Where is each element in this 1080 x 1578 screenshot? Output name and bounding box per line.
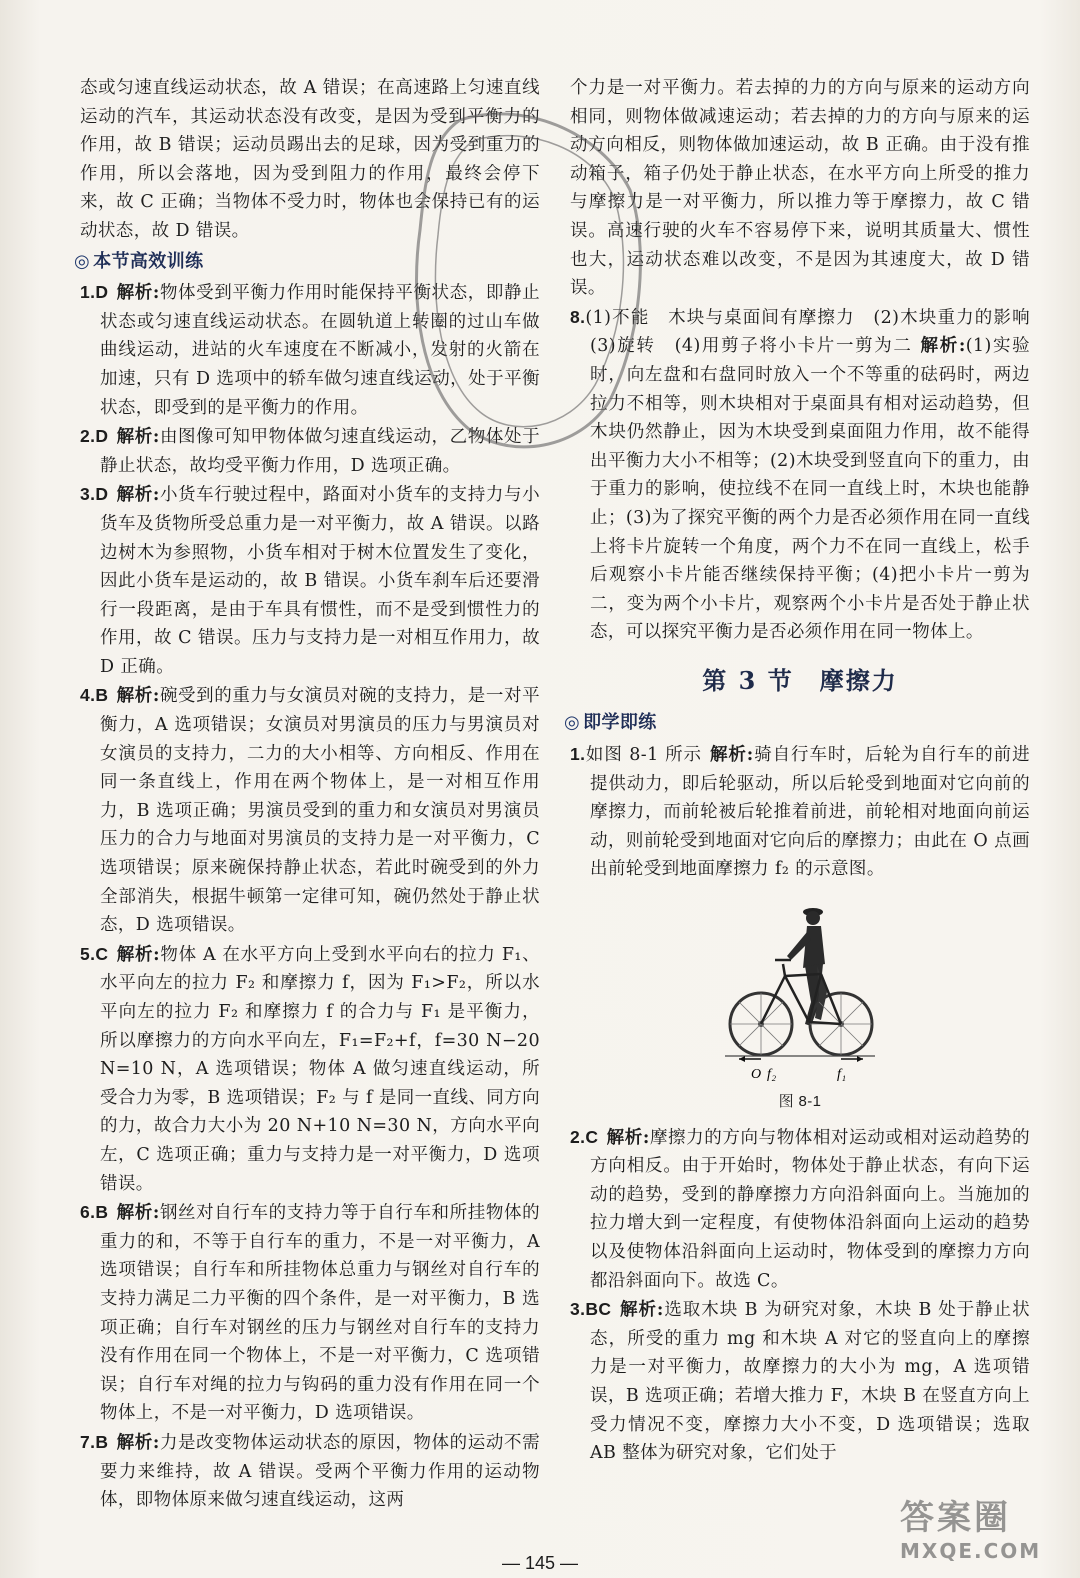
answer-number: 3.BC [570,1299,612,1320]
answer-item [80,1428,540,1515]
section-title: 即学即练 [583,712,657,734]
right-column [564,74,1048,1468]
analysis-tag: 解析: [619,1300,664,1321]
answer-item [570,740,1030,884]
answer-number: 1. [570,744,586,765]
analysis-tag: 解析: [116,686,160,707]
answer-item [570,1123,1030,1296]
answer-number: 2.D [80,426,109,447]
answer-number: 6.B [80,1202,109,1223]
analysis-text: 骑自行车时，后轮为自行车的前进提供动力，即后轮驱动，所以后轮受到地面对它向前的摩擦力，而前轮被后轮推着前进，前轮相对地面向前运动，则前轮受到地面对它向后的摩擦力；由此在 O 点画出前轮受到地面摩擦力 f₂ 的示意图。 [590,745,1030,880]
analysis-text: 摩擦力的方向与物体相对运动或相对运动趋势的方向相反。由于开始时，物体处于静止状态，有向下运动的趋势，受到的静摩擦力方向沿斜面向上。当施加的拉力增大到一定程度，有使物体沿斜面向上运动的趋势以及使物体沿斜面向上运动时，物体受到的摩擦力方向都沿斜面向下。故选 C。 [590,1127,1030,1291]
logo-line2: MXQE.COM [900,1539,1042,1563]
right-continuation-paragraph: 个力是一对平衡力。若去掉的力的方向与原来的运动方向相同，则物体做减速运动；若去掉的力的方向与原来的运动方向相反，则物体做加速运动，故 B 正确。由于没有推动箱子，箱子仍处于静止状态，在水平方向上所受的推力与摩擦力是一对平衡力，所以推力等于摩擦力，故 C 错误。高速行驶的火车不容易停下来，说明其质量大、惯性也大，运动状态难以改变，不是因为其速度大，故 D 错误。 [570,78,1030,299]
analysis-tag: 解析: [920,336,966,357]
answer-item [80,940,540,1198]
answer-item [570,1295,1030,1468]
answer-item [80,278,540,422]
answer-item [570,303,1048,647]
analysis-tag: 解析: [116,944,161,965]
label-f2: f₂ [767,1067,777,1083]
analysis-text: 物体受到平衡力作用时能保持平衡状态，即静止状态或匀速直线运动状态。在圆轨道上转圈的过山车做曲线运动，进站的火车速度在不断减小，发射的火箭在加速，只有 D 选项中的轿车做匀速直线运动，处于平衡状态，即受到的是平衡力的作用。 [100,283,540,418]
analysis-tag: 解析: [116,283,160,304]
analysis-text: (1)实验时，向左盘和右盘同时放入一个不等重的砝码时，两边拉力不相等，则木块相对于桌面具有相对运动趋势，但木块仍然静止，因为木块受到桌面阻力作用，故不能得出平衡力大小不相等；(2)木块受到竖直向下的重力，由于重力的影响，使拉线不在同一直线上时，木块也能静止；(3)为了探究平衡的两个力是否必须作用在同一直线上将卡片旋转一个角度，两个力不在同一直线上，松手后观察小卡片能否继续保持平衡；(4)把小卡片一剪为二，变为两个小卡片，观察两个小卡片是否处于静止状态，可以探究平衡力是否必须作用在同一物体上。 [590,336,1030,643]
chapter-title: 第 3 节 摩擦力 [702,665,898,695]
figure-caption: 图 8-1 [778,1093,822,1111]
answer-number: 1.D [80,282,109,303]
answer-item [80,480,540,681]
analysis-text: 选取木块 B 为研究对象，木块 B 处于静止状态，所受的重力 mg 和木块 A 对它的竖直向上的摩擦力是一对平衡力，故摩擦力的大小为 mg，A 选项错误，B 选项正确；若增大推力 F，木块 B 在竖直方向上受力情况不变，摩擦力大小不变，D 选项错误；选取 AB 整体为研究对象，它们处于 [590,1300,1030,1464]
label-o: O [751,1067,762,1083]
section-marker-icon: ◎ [564,712,581,734]
answer-number: 5.C [80,943,109,964]
analysis-text: 钢丝对自行车的支持力等于自行车和所挂物体的重力的和，不等于自行车的重力，不是一对平衡力，A 选项错误；自行车和所挂物体总重力与钢丝对自行车的支持力满足二力平衡的四个条件，是一对平衡力，B 选项正确；自行车对钢丝的压力与钢丝对自行车的支持力没有作用在同一个物体上，不是一对平衡力，C 选项错误；自行车对绳的拉力与钩码的重力没有作用在同一个物体上，不是一对平衡力，D 选项错误。 [100,1203,540,1424]
answer-item [80,681,540,939]
analysis-tag: 解析: [116,485,160,506]
answer-item [80,1198,540,1428]
answer-number: 7.B [80,1431,109,1452]
section-heading-practice [564,709,1030,738]
answer-number: 3.D [80,484,109,505]
figure-bicycle [570,894,1030,1117]
answer-item [80,422,540,480]
analysis-tag: 解析: [116,1432,160,1453]
answer-text: 如图 8-1 所示 [585,745,702,766]
section-heading-training [74,248,540,277]
answer-number: 4.B [80,685,109,706]
analysis-tag: 解析: [709,745,754,766]
left-intro-paragraph: 态或匀速直线运动状态，故 A 错误；在高速路上匀速直线运动的汽车，其运动状态没有改变，是因为受到平衡力的作用，故 B 错误；运动员踢出去的足球，因为受到重力的作用，所以会落地，因为受到阻力的作用，最终会停下来，故 C 正确；当物体不受力时，物体也会保持已有的运动状态，故 D 错误。 [80,78,540,241]
label-f1: f₁ [837,1067,847,1083]
analysis-text: 小货车行驶过程中，路面对小货车的支持力与小货车及货物所受总重力是一对平衡力，故 A 错误。以路边树木为参照物，小货车相对于树木位置发生了变化，因此小货车是运动的，故 B 错误。小货车刹车后还要滑行一段距离，是由于车具有惯性，而不是受到惯性力的作用，故 C 错误。压力与支持力是一对相互作用力，故 D 正确。 [100,485,540,677]
page-number: — 145 — [501,1553,579,1573]
analysis-text: 力是改变物体运动状态的原因，物体的运动不需要力来维持，故 A 错误。受两个平衡力作用的运动物体，即物体原来做匀速直线运动，这两 [100,1432,540,1511]
logo-line1: 答案圈 [900,1498,1011,1538]
analysis-text: 碗受到的重力与女演员对碗的支持力，是一对平衡力，A 选项错误；女演员对男演员的压力与男演员对女演员的支持力，二力的大小相等、方向相反、作用在同一条直线上，作用在两个物体上，是一对相互作用力，B 选项正确；男演员受到的重力和女演员对男演员压力的合力与地面对男演员的支持力是一对平衡力，C 选项错误；原来碗保持静止状态，若此时碗受到的外力全部消失，根据牛顿第一定律可知，碗仍然处于静止状态，D 选项错误。 [100,686,540,936]
answer-number: 8. [570,306,586,327]
answer-text: (1)不能 木块与桌面间有摩擦力 (2)木块重力的影响 (3)旋转 (4)用剪子将小卡片一剪为二 [585,307,1048,357]
analysis-tag: 解析: [116,1203,160,1224]
left-column [74,74,540,1515]
analysis-text: 物体 A 在水平方向上受到水平向右的拉力 F₁、水平向左的拉力 F₂ 和摩擦力 f，因为 F₁>F₂，所以水平向左的拉力 F₂ 和摩擦力 f 的合力与 F₁ 是平衡力，所以摩擦力的方向水平向左，F₁=F₂+f，f=30 N−20 N=10 N，A 选项错误；物体 A 做匀速直线运动，所受合力为零，B 选项错误；F₂ 与 f 是同一直线、同方向的力，故合力大小为 20 N+10 N=30 N，方向水平向左，C 选项正确；重力与支持力是一对平衡力，D 选项错误。 [100,944,540,1194]
bicycle-rider-illustration [725,894,875,1084]
analysis-tag: 解析: [116,427,160,448]
section-marker-icon: ◎ [74,250,91,272]
answer-number: 2.C [570,1126,599,1147]
section-title: 本节高效训练 [93,250,204,272]
analysis-text: 由图像可知甲物体做匀速直线运动，乙物体处于静止状态，故均受平衡力作用，D 选项正确。 [100,427,540,476]
analysis-tag: 解析: [606,1127,650,1148]
